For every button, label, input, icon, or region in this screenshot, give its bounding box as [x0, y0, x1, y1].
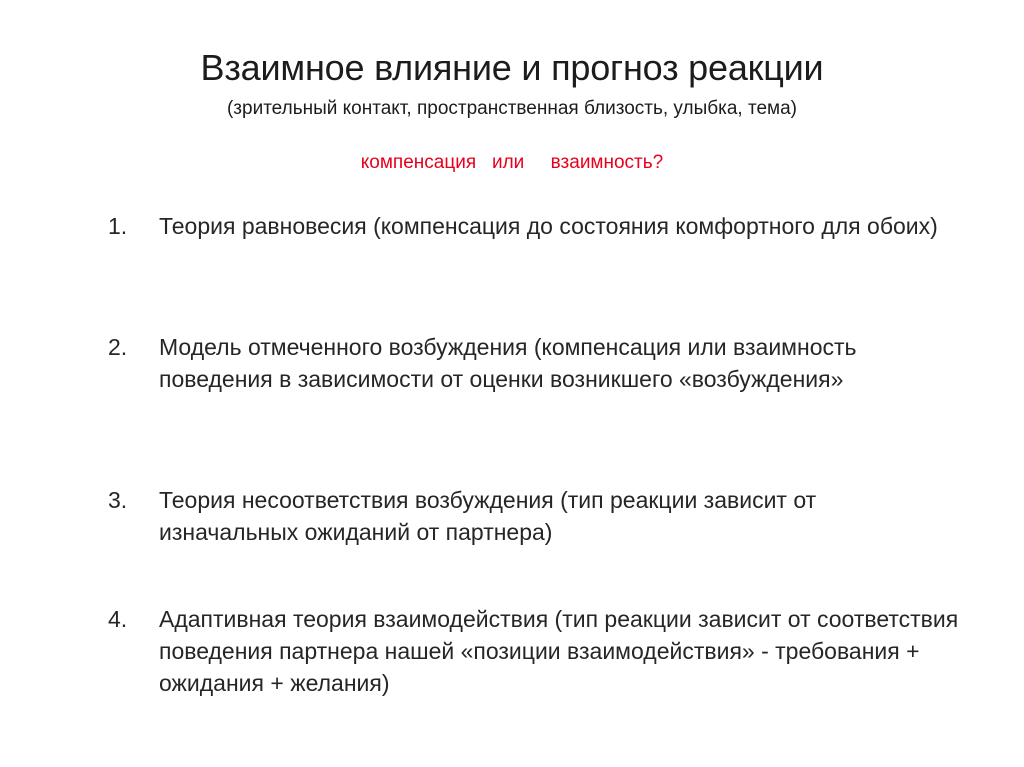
list-item-text: Теория равновесия (компенсация до состояния комфортного для обоих) [159, 213, 938, 239]
list-item-text: Модель отмеченного возбуждения (компенсация или взаимность поведения в зависимости от оценки возникшего «возбуждения» [159, 334, 857, 392]
list-item-number: 2. [108, 334, 128, 360]
question-line: компенсация или взаимность? [360, 152, 664, 173]
list-item-number: 4. [108, 606, 128, 632]
slide-subtitle: (зрительный контакт, пространственная близость, улыбка, тема) [226, 98, 798, 119]
list-item-text: Адаптивная теория взаимодействия (тип реакции зависит от соответствия поведения партнера нашей «позиции взаимодействия» - требования + ожидания + желания) [159, 606, 959, 696]
list-item-number: 3. [108, 487, 128, 513]
slide-title: Взаимное влияние и прогноз реакции [200, 47, 824, 88]
list-item-number: 1. [108, 213, 128, 239]
list-item-text: Теория несоответствия возбуждения (тип реакции зависит от изначальных ожиданий от партнера) [159, 487, 817, 545]
